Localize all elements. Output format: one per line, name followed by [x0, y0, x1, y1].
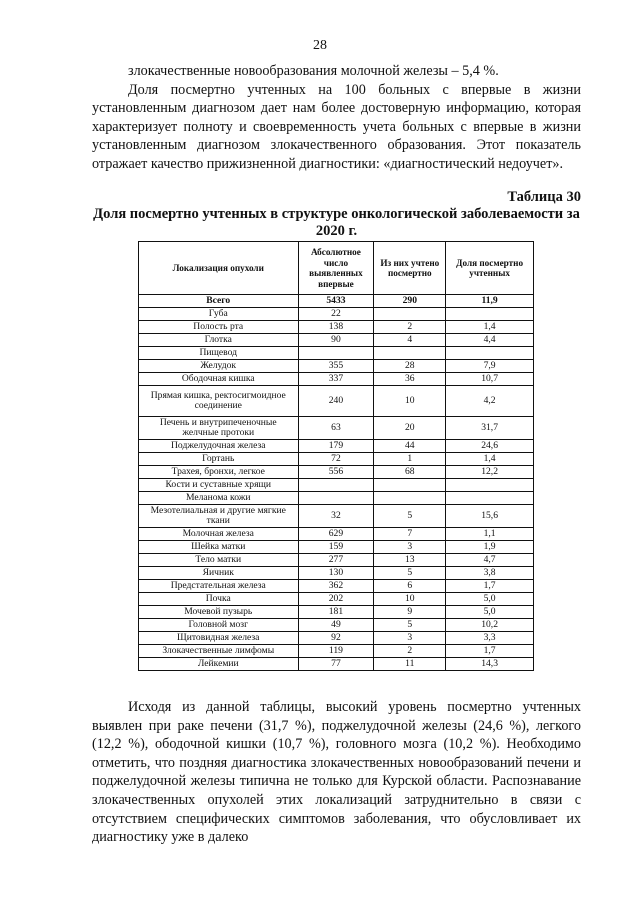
table-row — [139, 334, 534, 347]
table-row — [139, 528, 534, 541]
table-label: Таблица 30 — [507, 189, 581, 205]
cell-localization: Кости и суставные хрящи — [139, 479, 299, 492]
cell-postmortem — [374, 492, 446, 505]
cell-share: 10,2 — [446, 619, 534, 632]
cell-share: 31,7 — [446, 417, 534, 440]
header-absolute: Абсолютное число выявленных впервые — [298, 242, 374, 295]
cell-absolute: 355 — [298, 360, 374, 373]
table-row — [139, 321, 534, 334]
cell-postmortem: 1 — [374, 453, 446, 466]
cell-share: 12,2 — [446, 466, 534, 479]
cell-postmortem: 3 — [374, 632, 446, 645]
intro-line: злокачественные новообразования молочной железы – 5,4 %. — [128, 63, 499, 79]
cell-localization: Поджелудочная железа — [139, 440, 299, 453]
cell-share: 11,9 — [446, 295, 534, 308]
cell-postmortem: 7 — [374, 528, 446, 541]
cell-share — [446, 347, 534, 360]
cell-localization: Предстательная железа — [139, 580, 299, 593]
cell-localization: Всего — [139, 295, 299, 308]
table-row — [139, 373, 534, 386]
cell-absolute: 277 — [298, 554, 374, 567]
cell-localization: Головной мозг — [139, 619, 299, 632]
cell-postmortem: 10 — [374, 593, 446, 606]
table-row — [139, 479, 534, 492]
cell-localization: Ободочная кишка — [139, 373, 299, 386]
table-row — [139, 658, 534, 671]
cell-postmortem: 5 — [374, 505, 446, 528]
cell-postmortem: 5 — [374, 619, 446, 632]
cell-absolute: 159 — [298, 541, 374, 554]
cell-localization: Желудок — [139, 360, 299, 373]
cell-absolute: 77 — [298, 658, 374, 671]
cell-share: 4,4 — [446, 334, 534, 347]
cell-absolute: 22 — [298, 308, 374, 321]
table-row — [139, 567, 534, 580]
cell-absolute: 556 — [298, 466, 374, 479]
cell-absolute: 90 — [298, 334, 374, 347]
cell-postmortem: 9 — [374, 606, 446, 619]
table-row — [139, 466, 534, 479]
table-row — [139, 554, 534, 567]
cell-postmortem: 2 — [374, 321, 446, 334]
cell-share: 1,4 — [446, 321, 534, 334]
data-table — [138, 241, 534, 671]
table-row — [139, 593, 534, 606]
cell-localization: Прямая кишка, ректосигмоидное соединение — [139, 386, 299, 417]
cell-postmortem: 2 — [374, 645, 446, 658]
header-localization: Локализация опухоли — [139, 242, 299, 295]
cell-postmortem: 5 — [374, 567, 446, 580]
cell-localization: Мезотелиальная и другие мягкие ткани — [139, 505, 299, 528]
table-row — [139, 360, 534, 373]
cell-share: 7,9 — [446, 360, 534, 373]
cell-share: 1,7 — [446, 580, 534, 593]
cell-absolute: 179 — [298, 440, 374, 453]
header-share: Доля посмертно учтенных — [446, 242, 534, 295]
cell-postmortem: 44 — [374, 440, 446, 453]
cell-absolute: 629 — [298, 528, 374, 541]
cell-postmortem: 4 — [374, 334, 446, 347]
cell-absolute: 240 — [298, 386, 374, 417]
cell-absolute: 130 — [298, 567, 374, 580]
header-postmortem: Из них учтено посмертно — [374, 242, 446, 295]
cell-share: 4,2 — [446, 386, 534, 417]
cell-share: 4,7 — [446, 554, 534, 567]
table-row — [139, 505, 534, 528]
outro-text — [92, 698, 581, 847]
cell-localization: Почка — [139, 593, 299, 606]
cell-absolute: 181 — [298, 606, 374, 619]
table-row — [139, 580, 534, 593]
table-row — [139, 632, 534, 645]
cell-postmortem — [374, 347, 446, 360]
cell-absolute: 362 — [298, 580, 374, 593]
table-title: Доля посмертно учтенных в структуре онкологической заболеваемости за 2020 г. — [93, 206, 580, 239]
cell-localization: Пищевод — [139, 347, 299, 360]
cell-absolute: 119 — [298, 645, 374, 658]
cell-share: 14,3 — [446, 658, 534, 671]
cell-localization: Яичник — [139, 567, 299, 580]
intro-text — [92, 62, 581, 174]
intro-paragraph: Доля посмертно учтенных на 100 больных с впервые в жизни установленным диагнозом дает нам более достоверную информацию, которая характеризует полноту и своевременность учета больных с впервые в жизни установленным диагнозом злокачественного образования. Этот показатель отражает качество прижизненной диагностики: «диагностический недоучет». — [92, 81, 581, 172]
table-row — [139, 541, 534, 554]
cell-postmortem: 68 — [374, 466, 446, 479]
cell-absolute: 337 — [298, 373, 374, 386]
cell-localization: Гортань — [139, 453, 299, 466]
cell-postmortem: 28 — [374, 360, 446, 373]
cell-share: 1,1 — [446, 528, 534, 541]
cell-share: 1,7 — [446, 645, 534, 658]
table-row — [139, 386, 534, 417]
cell-localization: Шейка матки — [139, 541, 299, 554]
cell-share: 5,0 — [446, 593, 534, 606]
table-row — [139, 645, 534, 658]
table-row — [139, 453, 534, 466]
cell-postmortem: 3 — [374, 541, 446, 554]
cell-absolute: 202 — [298, 593, 374, 606]
table-row — [139, 606, 534, 619]
cell-share: 3,8 — [446, 567, 534, 580]
cell-localization: Полость рта — [139, 321, 299, 334]
table-row — [139, 295, 534, 308]
cell-absolute: 32 — [298, 505, 374, 528]
cell-absolute: 92 — [298, 632, 374, 645]
cell-share — [446, 479, 534, 492]
cell-localization: Меланома кожи — [139, 492, 299, 505]
cell-localization: Печень и внутрипеченочные желчные протоки — [139, 417, 299, 440]
table-row — [139, 347, 534, 360]
cell-postmortem — [374, 479, 446, 492]
page-number: 28 — [313, 38, 327, 53]
cell-absolute: 5433 — [298, 295, 374, 308]
cell-absolute: 63 — [298, 417, 374, 440]
cell-share: 5,0 — [446, 606, 534, 619]
cell-share: 24,6 — [446, 440, 534, 453]
outro-paragraph: Исходя из данной таблицы, высокий уровень посмертно учтенных выявлен при раке печени (31,7 %), поджелудочной железы (24,6 %), легкого (12,2 %), ободочной кишки (10,7 %), головного мозга (10,2 %). Необходимо отметить, что поздняя диагностика злокачественных новообразований печени и поджелудочной железы типична не только для Курской области. Распознавание злокачественных опухолей этих локализаций затруднительно в связи с отсутствием специфических симптомов заболевания, что обусловливает их диагностику уже в далеко — [92, 699, 581, 846]
cell-localization: Трахея, бронхи, легкое — [139, 466, 299, 479]
cell-share — [446, 308, 534, 321]
cell-postmortem: 10 — [374, 386, 446, 417]
cell-share: 10,7 — [446, 373, 534, 386]
cell-postmortem — [374, 308, 446, 321]
table-row — [139, 308, 534, 321]
cell-absolute: 49 — [298, 619, 374, 632]
table-row — [139, 417, 534, 440]
cell-postmortem: 36 — [374, 373, 446, 386]
cell-localization: Молочная железа — [139, 528, 299, 541]
table-header-row — [139, 242, 534, 295]
cell-absolute — [298, 492, 374, 505]
cell-absolute: 138 — [298, 321, 374, 334]
cell-absolute — [298, 479, 374, 492]
cell-postmortem: 6 — [374, 580, 446, 593]
cell-postmortem: 20 — [374, 417, 446, 440]
cell-absolute: 72 — [298, 453, 374, 466]
table-row — [139, 619, 534, 632]
cell-localization: Глотка — [139, 334, 299, 347]
cell-localization: Тело матки — [139, 554, 299, 567]
table-row — [139, 440, 534, 453]
cell-share: 15,6 — [446, 505, 534, 528]
cell-localization: Щитовидная железа — [139, 632, 299, 645]
cell-postmortem: 290 — [374, 295, 446, 308]
cell-localization: Мочевой пузырь — [139, 606, 299, 619]
cell-localization: Злокачественные лимфомы — [139, 645, 299, 658]
cell-absolute — [298, 347, 374, 360]
table-row — [139, 492, 534, 505]
cell-share: 1,9 — [446, 541, 534, 554]
cell-postmortem: 11 — [374, 658, 446, 671]
cell-share: 1,4 — [446, 453, 534, 466]
cell-localization: Губа — [139, 308, 299, 321]
cell-share — [446, 492, 534, 505]
cell-postmortem: 13 — [374, 554, 446, 567]
cell-share: 3,3 — [446, 632, 534, 645]
cell-localization: Лейкемии — [139, 658, 299, 671]
